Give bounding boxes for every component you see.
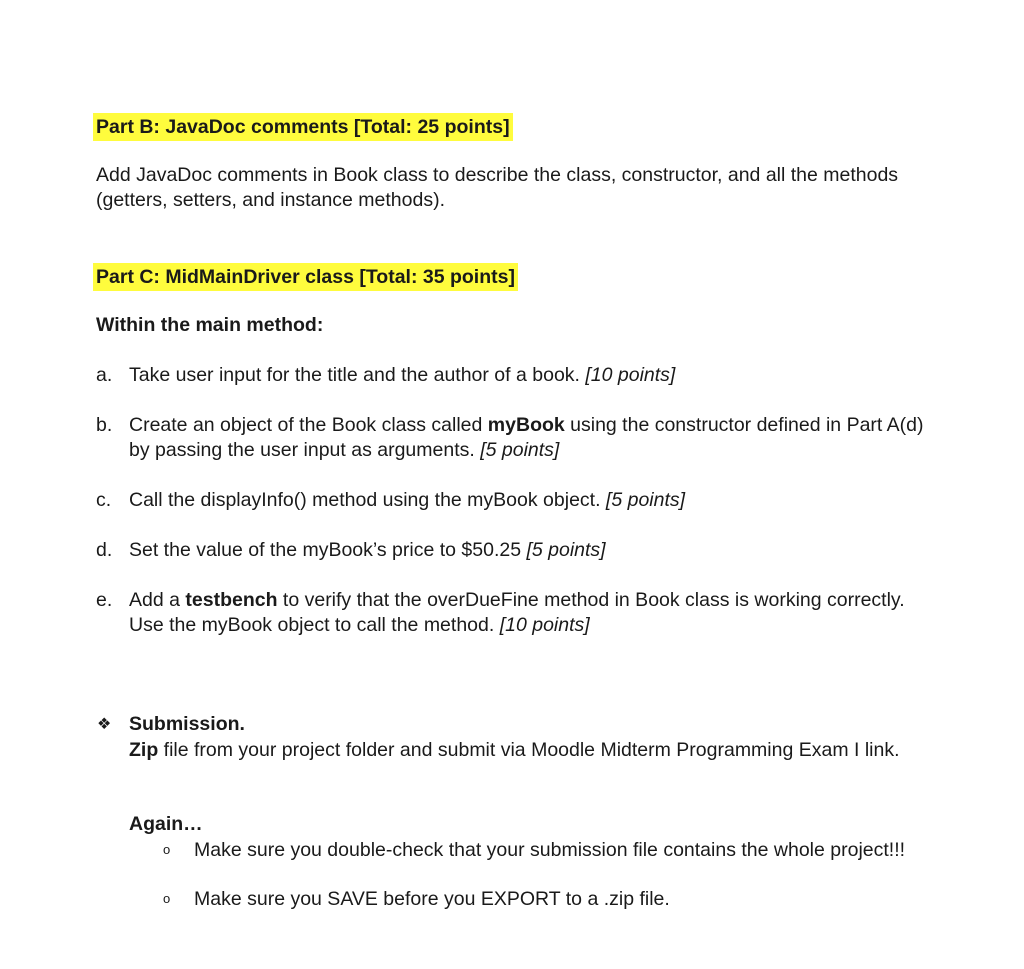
item-letter: e. — [96, 589, 113, 611]
item-letter: a. — [96, 364, 113, 386]
document-page: Part B: JavaDoc comments [Total: 25 points] Add JavaDoc comments in Book class to describe the class, constructor, and all the methods (getters, setters, and instance methods). Part C: MidMainDriver class [Total: 35 points] Within the main method: a. Take user input for the title and the author of a book. [10 points] b. Create an object of the Book class called myBook using the constructor defined in Part A(d) by passing the user input as arguments. [5 points] c. Call the displayInfo() method using the myBook object. [5 points] d. Set the value of the myBook’s price to $50.25 [5 points] e. Add a testbench to verify that the overDueFine method in Book class is working correctly. Use the myBook object to call the method. [10 points] ❖ Submission. Zip file from your project folder and submit via Moodle Midterm Programming Exam I link. Again… o Make sure you double-check that your submission file contains the whole project!!! o Make sure you SAVE before you EXPORT to a .zip file. — [0, 0, 1024, 969]
part-c-subheading: Within the main method: — [96, 314, 324, 336]
circle-bullet-icon: o — [163, 842, 171, 857]
item-letter: c. — [96, 489, 112, 511]
part-c-heading: Part C: MidMainDriver class [Total: 35 points] — [93, 263, 518, 291]
submission-instructions: Zip file from your project folder and submit via Moodle Midterm Programming Exam I link. — [129, 739, 900, 761]
submission-heading: Submission. — [129, 713, 245, 735]
circle-bullet-icon: o — [163, 891, 171, 906]
reminder-item: Make sure you SAVE before you EXPORT to a .zip file. — [194, 888, 670, 910]
part-b-body: Add JavaDoc comments in Book class to describe the class, constructor, and all the methods (getters, setters, and instance methods). — [96, 164, 899, 211]
item-letter: d. — [96, 539, 113, 561]
item-letter: b. — [96, 414, 113, 436]
part-b-heading: Part B: JavaDoc comments [Total: 25 points] — [93, 113, 513, 141]
again-label: Again… — [129, 813, 203, 835]
diamond-bullet-icon: ❖ — [97, 716, 112, 733]
reminder-item: Make sure you double-check that your submission file contains the whole project!!! — [194, 839, 906, 861]
